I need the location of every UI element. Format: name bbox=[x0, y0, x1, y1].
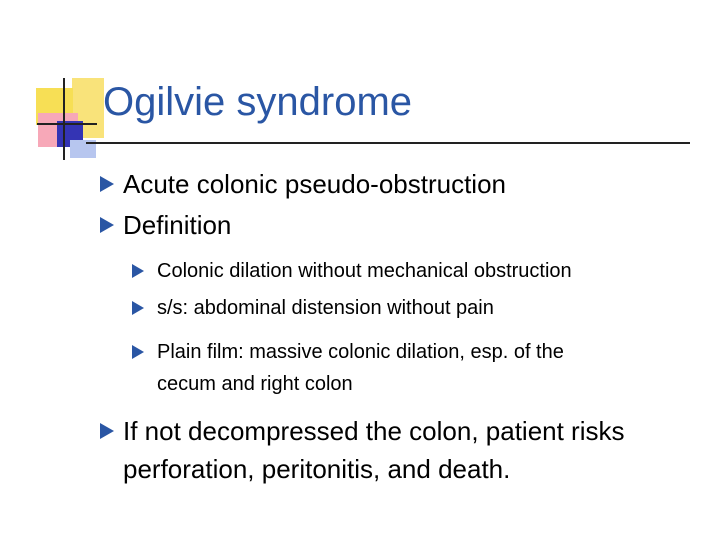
bullet-arrow-icon bbox=[100, 423, 114, 439]
deco-horizontal-line bbox=[37, 123, 97, 125]
title-divider bbox=[86, 142, 690, 144]
bullet-text-line1: If not decompressed the colon, patient risks bbox=[123, 416, 625, 446]
bullet-text-line2: perforation, peritonitis, and death. bbox=[123, 454, 511, 484]
bullet-arrow-icon bbox=[132, 345, 144, 359]
bullet-text: Definition bbox=[123, 210, 232, 240]
sub-bullet-text: s/s: abdominal distension without pain bbox=[157, 297, 494, 319]
sub-bullet-text: Colonic dilation without mechanical obstruction bbox=[157, 260, 572, 282]
slide-title: Ogilvie syndrome bbox=[103, 80, 413, 124]
bullet-arrow-icon bbox=[100, 176, 114, 192]
bullet-arrow-icon bbox=[132, 301, 144, 315]
bullet-arrow-icon bbox=[100, 217, 114, 233]
bullet-text: Acute colonic pseudo-obstruction bbox=[123, 169, 507, 199]
deco-vertical-line bbox=[63, 78, 65, 160]
sub-bullet-text-line2: cecum and right colon bbox=[157, 373, 353, 395]
bullet-arrow-icon bbox=[132, 264, 144, 278]
sub-bullet-text-line1: Plain film: massive colonic dilation, esp. of the bbox=[157, 341, 564, 363]
